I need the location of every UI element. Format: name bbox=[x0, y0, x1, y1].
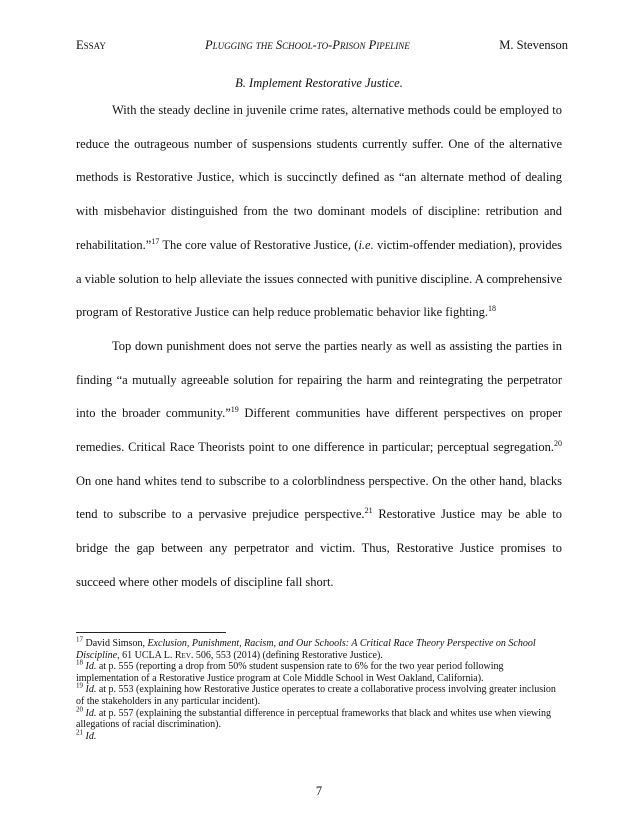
footnote-text: , 61 bbox=[117, 649, 135, 661]
text-run: Restorative Justice may be able to bridge the gap between any perpetrator and victim. Thus, Restorative Justice promises to succeed where other models of discipline fall short. bbox=[76, 507, 562, 589]
footnote-text: 506, 553 (2014) (defining Restorative Justice). bbox=[193, 649, 383, 661]
footnote-number: 21 bbox=[76, 728, 83, 737]
running-header-left: Essay bbox=[76, 38, 106, 52]
footnote-id: Id. bbox=[85, 730, 97, 742]
footnote-id: Id. bbox=[85, 684, 97, 696]
footnote-number: 20 bbox=[76, 705, 83, 714]
footnote-number: 19 bbox=[76, 682, 83, 691]
footnote-article-title: Exclusion, Punishment, Racism, and Our Schools: A Critical Race Theory Perspective on School Discipline bbox=[76, 638, 536, 661]
text-run: The core value of Restorative Justice, ( bbox=[159, 237, 359, 252]
paragraph-1 bbox=[76, 94, 562, 330]
footnote-id: Id. bbox=[85, 661, 97, 673]
footnote-20 bbox=[76, 705, 562, 731]
footnote-19 bbox=[76, 684, 562, 707]
footnote-ref-21[interactable]: 21 bbox=[364, 506, 373, 516]
text-run: victim-offender mediation), provides a viable solution to help alleviate the issues connected with punitive discipline. A comprehensive program of Restorative Justice can help reduce problematic behavior like fighting. bbox=[76, 237, 562, 320]
footnote-ref-20[interactable]: 20 bbox=[554, 438, 562, 448]
footnote-ref-19[interactable]: 19 bbox=[230, 405, 239, 415]
running-header-title: Plugging the School-to-Prison Pipeline bbox=[205, 38, 410, 52]
text-run: On one hand whites tend to subscribe to a colorblindness perspective. On the other hand, blacks tend to subscribe to a pervasive prejudice perspective. bbox=[76, 473, 562, 522]
footnote-number: 18 bbox=[76, 658, 83, 667]
running-header-author: M. Stevenson bbox=[499, 38, 568, 52]
footnote-18 bbox=[76, 658, 562, 684]
section-heading: B. Implement Restorative Justice. bbox=[235, 76, 403, 90]
body-text bbox=[76, 94, 562, 600]
text-run-italic: i.e. bbox=[358, 237, 374, 252]
footnote-21 bbox=[76, 728, 562, 743]
footnote-number: 17 bbox=[76, 635, 83, 644]
footnote-id: Id. bbox=[85, 707, 97, 719]
text-run: Different communities have different perspectives on proper remedies. Critical Race Theorists point to one difference in particular; perceptual segregation. bbox=[76, 406, 562, 455]
footnote-17 bbox=[76, 635, 562, 661]
footnote-text: David Simson, bbox=[83, 638, 148, 649]
footnote-text: at p. 557 (explaining the substantial difference in perceptual frameworks that black and whites use when viewing allegations of racial discrimination). bbox=[76, 707, 552, 731]
footnote-text: at p. 553 (explaining how Restorative Justice operates to create a collaborative process involving greater inclusion of the stakeholders in any particular incident). bbox=[76, 684, 556, 707]
text-run: Top down punishment does not serve the parties nearly as well as assisting the parties in finding “a mutually agreeable solution for repairing the harm and reintegrating the perpetrator into the broader community.” bbox=[76, 338, 562, 421]
page-number: 7 bbox=[315, 784, 323, 798]
footnote-journal: UCLA L. Rev. bbox=[134, 649, 194, 661]
footnote-separator bbox=[76, 632, 226, 633]
footnote-ref-17[interactable]: 17 bbox=[151, 236, 160, 246]
footnote-text: at p. 555 (reporting a drop from 50% student suspension rate to 6% for the two year period following implementation of a Restorative Justice program at Cole Middle School in West Oakland, California). bbox=[76, 661, 504, 684]
text-run: With the steady decline in juvenile crime rates, alternative methods could be employed to reduce the outrageous number of suspensions students currently suffer. One of the alternative methods is Restorative Justice, which is succinctly defined as “an alternate method of dealing with misbehavior distinguished from the two dominant models of discipline: retribution and rehabilitation.” bbox=[76, 103, 562, 252]
footnotes bbox=[76, 635, 562, 742]
paragraph-2 bbox=[76, 330, 562, 600]
footnote-ref-18[interactable]: 18 bbox=[488, 304, 497, 314]
